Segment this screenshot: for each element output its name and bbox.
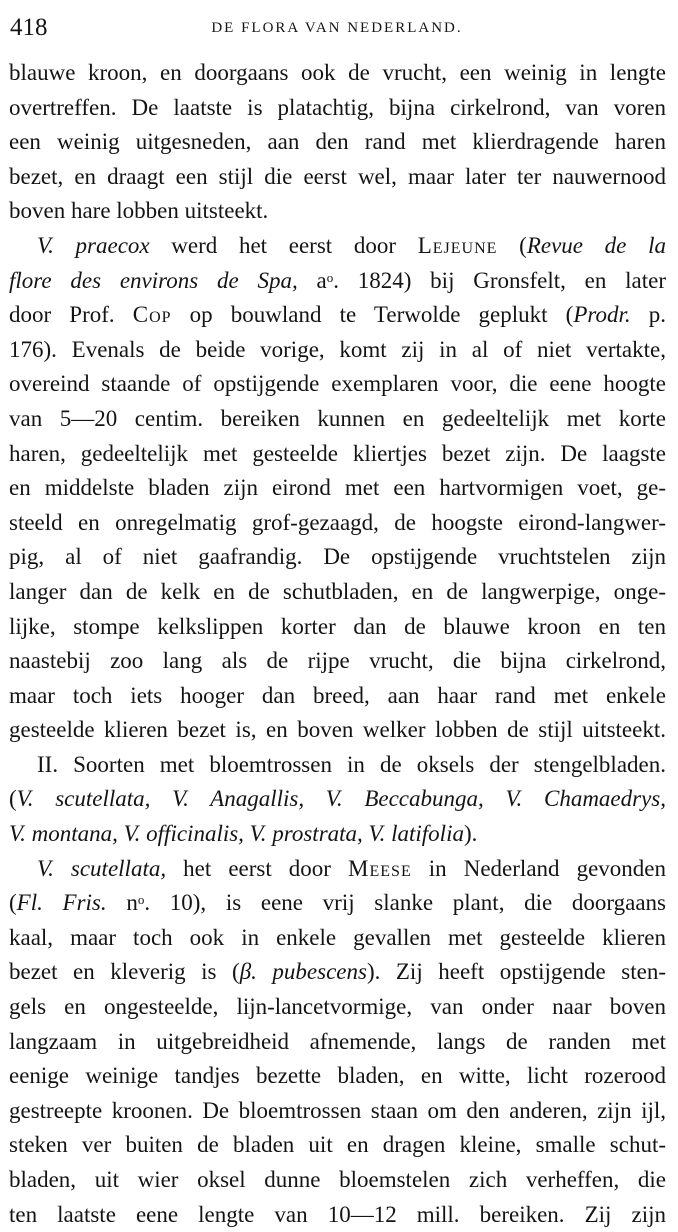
text-run: naastebij zoo lang als de rijpe vrucht, die bijna cirkelrond, bbox=[9, 648, 666, 674]
text-line bbox=[9, 506, 666, 541]
italic-run: β. pubescens bbox=[239, 959, 367, 985]
text-run: ( bbox=[9, 786, 17, 812]
text-run: kaal, maar toch ook in enkele gevallen met gesteelde klieren bbox=[9, 924, 666, 950]
body-text bbox=[9, 56, 666, 1232]
page-number: 418 bbox=[10, 14, 48, 41]
text-line bbox=[9, 1163, 666, 1198]
text-run: overtreffen. De laatste is platachtig, bijna cirkelrond, van voren bbox=[9, 94, 666, 120]
text-run: het eerst door bbox=[166, 855, 349, 881]
text-run: haren, gedeeltelijk met gesteelde kliertjes bezet zijn. De laagste bbox=[9, 440, 666, 466]
text-line bbox=[9, 1025, 666, 1060]
page-header bbox=[10, 8, 664, 48]
text-run: gestreepte kroonen. De bloemtrossen staan om den anderen, zijn ijl, bbox=[9, 1097, 666, 1123]
text-line bbox=[9, 471, 666, 506]
text-line bbox=[9, 990, 666, 1025]
small-caps-name: Meese bbox=[348, 855, 412, 881]
text-line bbox=[9, 56, 666, 91]
text-line bbox=[9, 713, 666, 748]
text-line bbox=[9, 921, 666, 956]
text-run: II. Soorten met bloemtrossen in de oksels der stengelbladen. bbox=[37, 751, 666, 777]
text-line bbox=[9, 437, 666, 472]
text-run: ). bbox=[463, 821, 478, 847]
italic-run: V. praecox bbox=[37, 232, 150, 258]
text-line bbox=[9, 1198, 666, 1232]
text-run: steeld en onregelmatig grof-gezaagd, de hoogste eirond-langwer- bbox=[9, 509, 666, 535]
text-run: maar toch iets hooger dan breed, aan haar rand met enkele bbox=[9, 682, 666, 708]
text-line bbox=[9, 91, 666, 126]
italic-run: Prodr. bbox=[573, 302, 631, 328]
text-run: langer dan de kelk en de schutbladen, en de langwerpige, onge- bbox=[9, 578, 666, 604]
text-run: pig, al of niet gaafrandig. De opstijgende vruchtstelen zijn bbox=[9, 544, 666, 570]
text-line bbox=[9, 852, 666, 887]
italic-run: flore des environs de Spa, bbox=[9, 267, 298, 293]
text-line bbox=[9, 817, 666, 852]
text-run: . 1824) bij Gronsfelt, en later bbox=[333, 267, 666, 293]
text-run: ). Zij heeft opstijgende sten- bbox=[366, 959, 666, 985]
text-line bbox=[9, 610, 666, 645]
text-line bbox=[9, 644, 666, 679]
text-line bbox=[9, 125, 666, 160]
text-run: overeind staande of opstijgende exemplaren voor, die eene hoogte bbox=[9, 371, 666, 397]
text-line bbox=[9, 1094, 666, 1129]
text-line bbox=[9, 782, 666, 817]
text-line bbox=[9, 575, 666, 610]
text-line bbox=[9, 540, 666, 575]
text-run: p. bbox=[630, 302, 666, 328]
text-run: in Nederland gevonden bbox=[411, 855, 666, 881]
text-run: bezet, en draagt een stijl die eerst wel, maar later ter nauwernood bbox=[9, 163, 666, 189]
text-run: een weinig uitgesneden, aan den rand met klierdragende haren bbox=[9, 129, 666, 155]
text-line bbox=[9, 402, 666, 437]
text-run: bladen, uit wier oksel dunne bloemstelen zich verheffen, die bbox=[9, 1167, 666, 1192]
text-run: gels en ongesteelde, lijn-lancetvormige, van onder naar boven bbox=[9, 994, 666, 1020]
text-run: 176). Evenals de beide vorige, komt zij in al of niet vertakte, bbox=[9, 336, 666, 362]
superscript: o bbox=[137, 892, 145, 908]
superscript: o bbox=[326, 269, 334, 285]
text-run: ( bbox=[9, 890, 17, 916]
text-run: langzaam in uitgebreidheid afnemende, langs de randen met bbox=[9, 1028, 666, 1054]
text-line bbox=[9, 1128, 666, 1163]
text-run: werd het eerst door bbox=[149, 232, 418, 258]
text-line bbox=[9, 1059, 666, 1094]
italic-run: V. montana, V. officinalis, V. prostrata, V. latifolia bbox=[9, 821, 464, 847]
text-run: op bouwland te Terwolde geplukt ( bbox=[171, 302, 574, 328]
text-run: gesteelde klieren bezet is, en boven welker lobben de stijl uitsteekt. bbox=[9, 717, 666, 743]
italic-run: V. scutellata, V. Anagallis, V. Beccabunga, V. Chamaedrys, bbox=[16, 786, 666, 812]
text-run: en middelste bladen zijn eirond met een hartvormigen voet, ge- bbox=[9, 475, 666, 501]
text-run: . 10), is eene vrij slanke plant, die doorgaans bbox=[144, 890, 666, 916]
text-run: a bbox=[297, 267, 327, 293]
text-run: door Prof. bbox=[9, 302, 133, 328]
text-run: lijke, stompe kelkslippen korter dan de blauwe kroon en ten bbox=[9, 613, 666, 639]
text-line bbox=[9, 748, 666, 783]
text-line bbox=[9, 264, 666, 299]
text-run: steken ver buiten de bladen uit en dragen kleine, smalle schut- bbox=[9, 1132, 666, 1158]
text-run: eenige weinige tandjes bezette bladen, en witte, licht rozerood bbox=[9, 1063, 666, 1089]
text-run: n bbox=[106, 890, 138, 916]
running-head: DE FLORA VAN NEDERLAND. bbox=[211, 20, 463, 36]
text-line bbox=[9, 194, 666, 229]
text-run: ( bbox=[497, 232, 527, 258]
text-run: van 5—20 centim. bereiken kunnen en gedeeltelijk met korte bbox=[9, 405, 666, 431]
text-line bbox=[9, 333, 666, 368]
small-caps-name: Cop bbox=[132, 302, 172, 328]
text-line bbox=[9, 886, 666, 921]
text-line bbox=[9, 298, 666, 333]
text-run: blauwe kroon, en doorgaans ook de vrucht, een weinig in lengte bbox=[9, 60, 666, 85]
text-run: bezet en kleverig is ( bbox=[9, 959, 240, 985]
italic-run: V. scutellata, bbox=[37, 855, 167, 881]
text-line bbox=[9, 229, 666, 264]
text-line bbox=[9, 955, 666, 990]
text-line bbox=[9, 679, 666, 714]
text-line bbox=[9, 160, 666, 195]
text-run: ten laatste eene lengte van 10—12 mill. bereiken. Zij zijn bbox=[9, 1201, 666, 1227]
text-line bbox=[9, 367, 666, 402]
italic-run: Fl. Fris. bbox=[16, 890, 107, 916]
italic-run: Revue de la bbox=[526, 232, 666, 258]
text-run: boven hare lobben uitsteekt. bbox=[9, 198, 269, 224]
small-caps-name: Lejeune bbox=[417, 232, 498, 258]
